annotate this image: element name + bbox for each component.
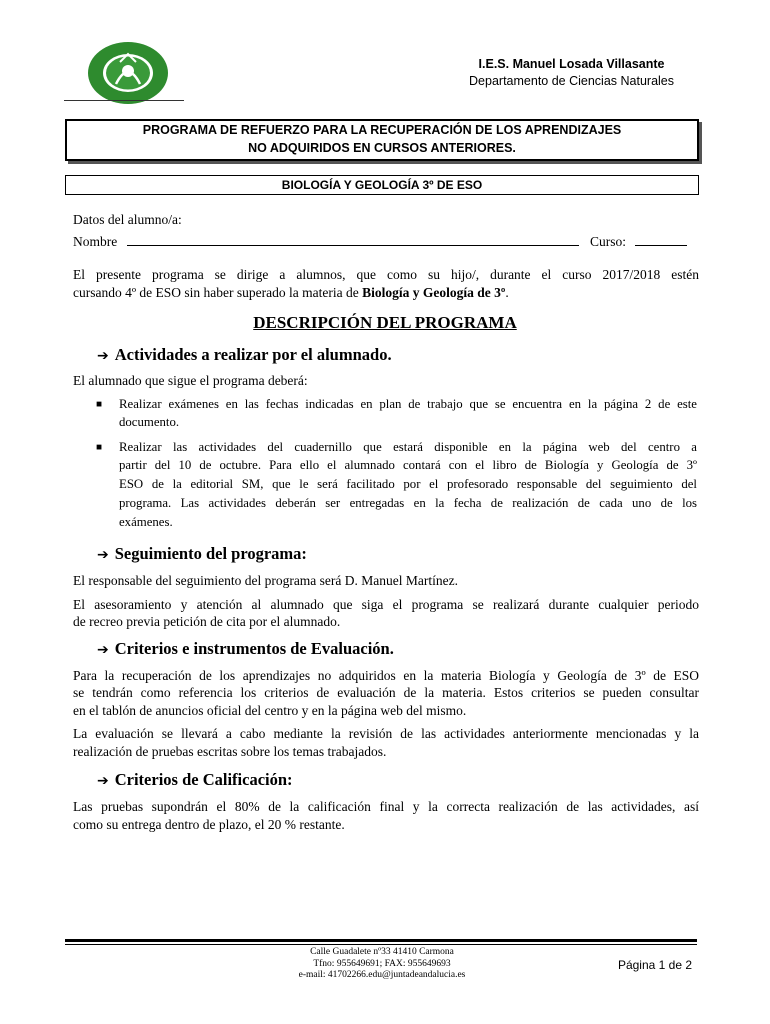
curso-blank[interactable] bbox=[635, 245, 687, 246]
intro-line-2 bbox=[73, 284, 509, 301]
footer-rule-thick bbox=[65, 939, 697, 942]
arrow-right-icon: ➔ bbox=[97, 547, 109, 563]
program-heading bbox=[0, 313, 770, 333]
heading-text: Seguimiento del programa: bbox=[114, 544, 307, 563]
bullet-icon: ■ bbox=[96, 442, 103, 453]
heading-text: Criterios de Calificación: bbox=[114, 770, 293, 789]
document-title bbox=[65, 121, 699, 157]
bullet-1-line-1: Realizar exámenes en las fechas indicadas en plan de trabajo que se encuentra en la página 2 de este bbox=[119, 397, 697, 411]
header-school-info bbox=[469, 56, 674, 90]
criterios-eval-p1-line-2: se tendrán como referencia los criterios de evaluación de la materia. Estos criterios se pueden consultar bbox=[73, 685, 699, 700]
seguimiento-p2-line-1: El asesoramiento y atención al alumnado que siga el programa se realizará durante cualquier periodo bbox=[73, 597, 699, 612]
arrow-right-icon: ➔ bbox=[97, 348, 109, 364]
actividades-intro: El alumnado que sigue el programa deberá: bbox=[73, 373, 308, 388]
seguimiento-p2-line-2: de recreo previa petición de cita por el alumnado. bbox=[73, 614, 341, 629]
nombre-blank[interactable] bbox=[127, 245, 579, 246]
program-heading-text: DESCRIPCIÓN DEL PROGRAMA bbox=[253, 313, 517, 332]
subject-title: BIOLOGÍA Y GEOLOGÍA 3º DE ESO bbox=[281, 178, 483, 192]
curso-label: Curso: bbox=[590, 234, 627, 249]
criterios-calif-line-2: como su entrega dentro de plazo, el 20 % restante. bbox=[73, 817, 345, 832]
bullet-1-line-2: documento. bbox=[119, 415, 180, 429]
title-line-2: NO ADQUIRIDOS EN CURSOS ANTERIORES. bbox=[248, 141, 516, 155]
arrow-right-icon: ➔ bbox=[97, 642, 109, 658]
school-logo bbox=[86, 40, 170, 106]
intro-subject-bold: Biología y Geología de 3º bbox=[362, 285, 506, 300]
footer-address: Calle Guadalete nº33 41410 Carmona bbox=[310, 947, 454, 957]
section-heading-criterios-calificacion bbox=[97, 770, 293, 790]
intro-period: . bbox=[505, 285, 509, 300]
criterios-eval-p2-line-1: La evaluación se llevará a cabo mediante la revisión de las actividades anteriormente mencionadas y la bbox=[73, 726, 699, 741]
school-name: I.E.S. Manuel Losada Villasante bbox=[478, 57, 665, 71]
arrow-right-icon: ➔ bbox=[97, 773, 109, 789]
bullet-2-line-3: ESO de la editorial SM, que le será facilitado por el profesorado responsable del seguimiento del bbox=[119, 477, 697, 491]
heading-text: Actividades a realizar por el alumnado. bbox=[114, 345, 392, 364]
footer-email: e-mail: 41702266.edu@juntadeandalucia.es bbox=[298, 970, 466, 980]
footer-address-block bbox=[262, 947, 502, 982]
bullet-2-line-4: programa. Las actividades deberán ser entregadas en la fecha de realización de cada uno de los bbox=[119, 496, 697, 510]
bullet-2-line-2: partir del 10 de octubre. Para ello el alumnado contará con el libro de Biología y Geología de 3º bbox=[119, 458, 697, 472]
bullet-2-line-5: exámenes. bbox=[119, 515, 173, 529]
department-name: Departamento de Ciencias Naturales bbox=[469, 74, 674, 88]
nombre-label: Nombre bbox=[73, 234, 118, 249]
criterios-eval-p1-line-1: Para la recuperación de los aprendizajes no adquiridos en la materia Biología y Geología de 3º de ESO bbox=[73, 668, 699, 683]
heading-text: Criterios e instrumentos de Evaluación. bbox=[114, 639, 394, 658]
section-heading-seguimiento bbox=[97, 544, 307, 564]
criterios-eval-p2-line-2: realización de pruebas escritas sobre los temas trabajados. bbox=[73, 744, 387, 759]
bullet-2-line-1: Realizar las actividades del cuadernillo que estará disponible en la página web del centro a bbox=[119, 440, 697, 454]
student-data-label: Datos del alumno/a: bbox=[73, 212, 182, 227]
intro-text: cursando 4º de ESO sin haber superado la materia de bbox=[73, 285, 363, 300]
logo-underline bbox=[64, 100, 184, 101]
footer-phone: Tfno: 955649691; FAX: 955649693 bbox=[313, 958, 451, 969]
section-heading-criterios-evaluacion bbox=[97, 639, 394, 659]
title-line-1: PROGRAMA DE REFUERZO PARA LA RECUPERACIÓN DE LOS APRENDIZAJES bbox=[142, 123, 622, 137]
intro-line-1: El presente programa se dirige a alumnos, que como su hijo/, durante el curso 2017/2018 estén bbox=[73, 267, 699, 282]
criterios-calif-line-1: Las pruebas supondrán el 80% de la calificación final y la correcta realización de las actividades, así bbox=[73, 799, 699, 814]
page-number: Página 1 de 2 bbox=[617, 958, 692, 972]
bullet-icon: ■ bbox=[96, 399, 103, 410]
seguimiento-p1: El responsable del seguimiento del programa será D. Manuel Martínez. bbox=[73, 573, 459, 588]
footer-rule-thin bbox=[65, 944, 697, 945]
section-heading-actividades bbox=[97, 345, 392, 365]
criterios-eval-p1-line-3: en el tablón de anuncios oficial del centro y en la página web del mismo. bbox=[73, 703, 467, 718]
student-name-row bbox=[73, 233, 697, 250]
